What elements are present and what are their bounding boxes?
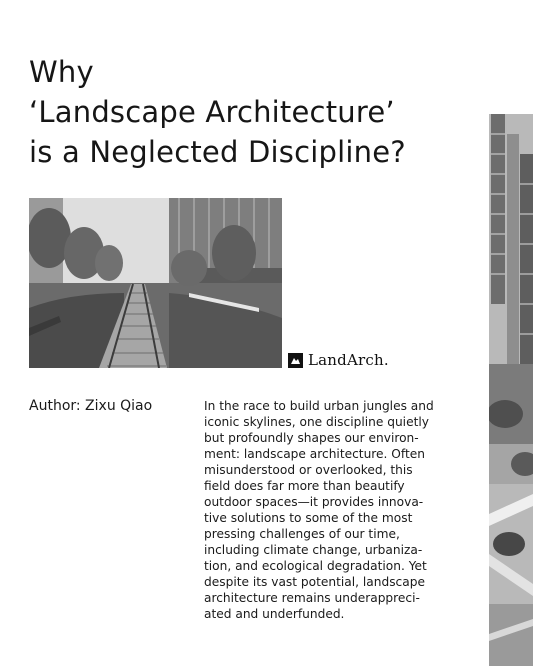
author-line: Author: Zixu Qiao	[29, 398, 153, 414]
logo-text: LandArch.	[308, 351, 389, 369]
highline-railway-photo	[29, 198, 282, 368]
body-line: ment: landscape architecture. Often	[204, 447, 425, 461]
body-line: including climate change, urbaniza-	[204, 543, 423, 557]
body-line: architecture remains underappreci-	[204, 591, 420, 605]
article-intro	[204, 398, 466, 622]
page-title	[29, 52, 479, 172]
landarch-logo-icon	[288, 353, 303, 368]
body-line: ated and underfunded.	[204, 607, 345, 621]
title-line: ‘Landscape Architecture’	[29, 95, 395, 129]
title-line: Why	[29, 55, 94, 89]
body-line: but profoundly shapes our environ-	[204, 431, 419, 445]
body-line: pressing challenges of our time,	[204, 527, 400, 541]
city-skyline-photo	[489, 114, 533, 666]
body-line: despite its vast potential, landscape	[204, 575, 425, 589]
landarch-logo	[288, 350, 389, 370]
body-line: misunderstood or overlooked, this	[204, 463, 413, 477]
body-line: outdoor spaces—it provides innova-	[204, 495, 424, 509]
body-line: tion, and ecological degradation. Yet	[204, 559, 427, 573]
body-line: field does far more than beautify	[204, 479, 405, 493]
title-line: is a Neglected Discipline?	[29, 135, 406, 169]
body-line: tive solutions to some of the most	[204, 511, 413, 525]
body-line: iconic skylines, one discipline quietly	[204, 415, 429, 429]
body-line: In the race to build urban jungles and	[204, 399, 434, 413]
